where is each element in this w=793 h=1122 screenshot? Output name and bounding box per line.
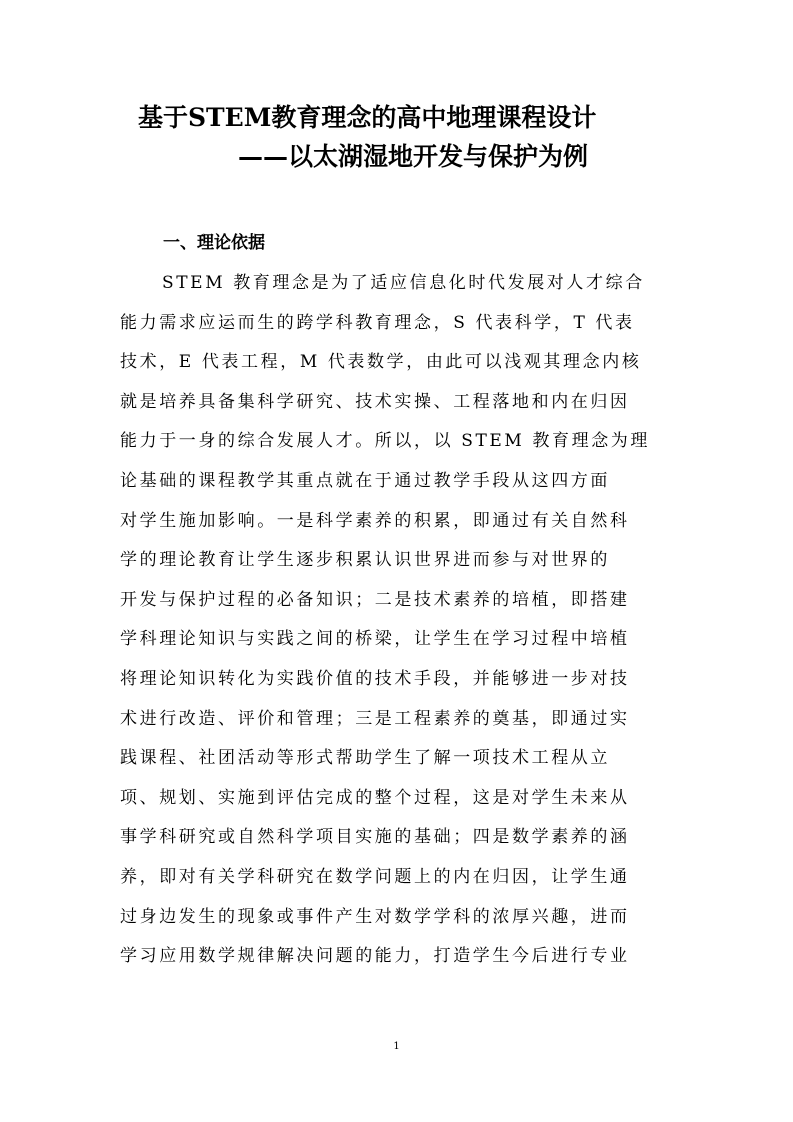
paragraph-line: 能力需求应运而生的跨学科教育理念，S 代表科学，T 代表 — [120, 312, 635, 333]
paragraph-line: 过身边发生的现象或事件产生对数学学科的浓厚兴趣，进而 — [120, 906, 630, 927]
paragraph-line: 就是培养具备集科学研究、技术实操、工程落地和内在归因 — [120, 391, 630, 412]
paragraph-line: 开发与保护过程的必备知识；二是技术素养的培植，即搭建 — [120, 589, 630, 610]
paragraph-line: 论基础的课程教学其重点就在于通过教学手段从这四方面 — [120, 470, 610, 491]
document-title: 基于STEM教育理念的高中地理课程设计 — [138, 103, 597, 132]
paragraph-line: 事学科研究或自然科学项目实施的基础；四是数学素养的涵 — [120, 827, 630, 848]
paragraph-line: 学科理论知识与实践之间的桥梁，让学生在学习过程中培植 — [120, 629, 630, 650]
paragraph-line: 践课程、社团活动等形式帮助学生了解一项技术工程从立 — [120, 748, 610, 769]
paragraph-line: 将理论知识转化为实践价值的技术手段，并能够进一步对技 — [120, 668, 630, 689]
body-paragraph — [120, 264, 680, 977]
paragraph-line: 术进行改造、评价和管理；三是工程素养的奠基，即通过实 — [120, 708, 630, 729]
document-subtitle: ——以太湖湿地开发与保护为例 — [238, 142, 589, 171]
paragraph-line: 技术，E 代表工程，M 代表数学，由此可以浅观其理念内核 — [120, 352, 642, 373]
paragraph-line: 能力于一身的综合发展人才。所以，以 STEM 教育理念为理 — [120, 431, 651, 452]
section-heading: 一、理论依据 — [163, 233, 265, 253]
page-number: 1 — [393, 1041, 400, 1052]
paragraph-line: 项、规划、实施到评估完成的整个过程，这是对学生未来从 — [120, 787, 630, 808]
paragraph-line: STEM 教育理念是为了适应信息化时代发展对人才综合 — [162, 273, 645, 293]
paragraph-line: 学的理论教育让学生逐步积累认识世界进而参与对世界的 — [120, 550, 610, 571]
paragraph-line: 养，即对有关学科研究在数学问题上的内在归因，让学生通 — [120, 866, 630, 887]
paragraph-line: 对学生施加影响。一是科学素养的积累，即通过有关自然科 — [120, 510, 630, 531]
paragraph-line: 学习应用数学规律解决问题的能力，打造学生今后进行专业 — [120, 946, 630, 967]
